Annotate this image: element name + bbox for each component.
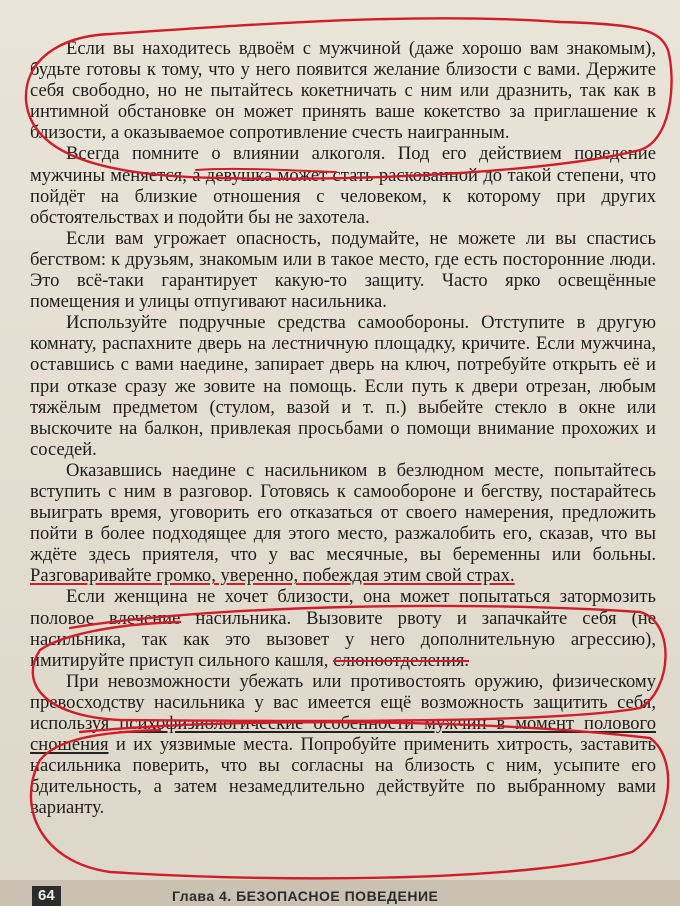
body-text — [30, 38, 656, 818]
underlined-phrase-physiology: психофизиологические особенности мужчин в момент полового сношения — [30, 713, 656, 756]
struck-word-salivation: слюноотделения. — [333, 649, 470, 671]
paragraph-suppress-desire — [30, 586, 656, 670]
paragraph-vulnerabilities — [30, 671, 656, 819]
paragraph-alcohol: Всегда помните о влиянии алкоголя. Под его действием поведение мужчины меняется, а девушка может стать раскованной до такой степени, что пойдёт на близкие отношения с человеком, к которому при других обстоятельствах и подойти бы не захотела. — [30, 143, 656, 228]
paragraph-vulnerabilities-rest: и их уязвимые места. Попробуйте применить хитрость, заставить насильника поверить, что вы согласны на близость с ним, усыпите его бдительность, а затем незамедлительно действуйте по выбранному вами варианту. — [30, 734, 656, 819]
underlined-phrase-speak-loudly: Разговаривайте громко, уверенно, побеждая этим свой страх. — [30, 565, 515, 587]
paragraph-escape: Если вам угрожает опасность, подумайте, не можете ли вы спастись бегством: к друзьям, знакомым или в такое место, где есть посторонние люди. Это всё-таки гарантирует какую-то защиту. Часто ярко освещённые помещения и улицы отпугивают насильника. — [30, 227, 656, 313]
paragraph-self-defense-tools: Используйте подручные средства самообороны. Отступите в другую комнату, распахните дверь на лестничную площадку, кричите. Если мужчина, оставшись с вами наедине, запирает дверь на ключ, потребуйте открыть её и при отказе сразу же зовите на помощь. Если путь к двери отрезан, любым тяжёлым предметом (стулом, вазой и т. п.) выбейте стекло в окне или выскочите на балкон, привлекая просьбами о помощи внимание прохожих и соседей. — [30, 312, 656, 460]
running-head: Глава 4. БЕЗОПАСНОЕ ПОВЕДЕНИЕ — [172, 888, 439, 904]
paragraph-conversation — [30, 460, 656, 587]
paragraph-vulnerabilities-text: При невозможности убежать или противостоять оружию, физическому превосходству насильника у вас имеется ещё возможность защитить себя, используя — [30, 670, 656, 734]
paragraph-conversation-text: Оказавшись наедине с насильником в безлюдном месте, попытайтесь вступить с ним в разговор. Готовясь к самообороне и бегству, постарайтесь выиграть время, уговорить его отказаться от своего намерения, предложить пойти в более подходящее для этого место, разжалобить его, сказав, что вы ждёте здесь приятеля, что у вас месячные, вы беременны или больны. — [30, 459, 656, 566]
paragraph-suppress-desire-text: Если женщина не хочет близости, она может попытаться затормозить половое влечение насильника. Вызовите рвоту и запачкайте себя (не насильника, так как это вызовет у него дополнительную агрессию), имитируйте приступ сильного кашля, — [30, 586, 656, 671]
paragraph-company-warning: Если вы находитесь вдвоём с мужчиной (даже хорошо вам знакомым), будьте готовы к тому, что у него появится желание близости с вами. Держите себя свободно, но не пытайтесь кокетничать с ним или дразнить, так как в интимной обстановке он может принять ваше кокетство за приглашение к близости, а оказываемое сопротивление счесть наигранным. — [30, 38, 656, 144]
page-number: 64 — [32, 886, 61, 906]
